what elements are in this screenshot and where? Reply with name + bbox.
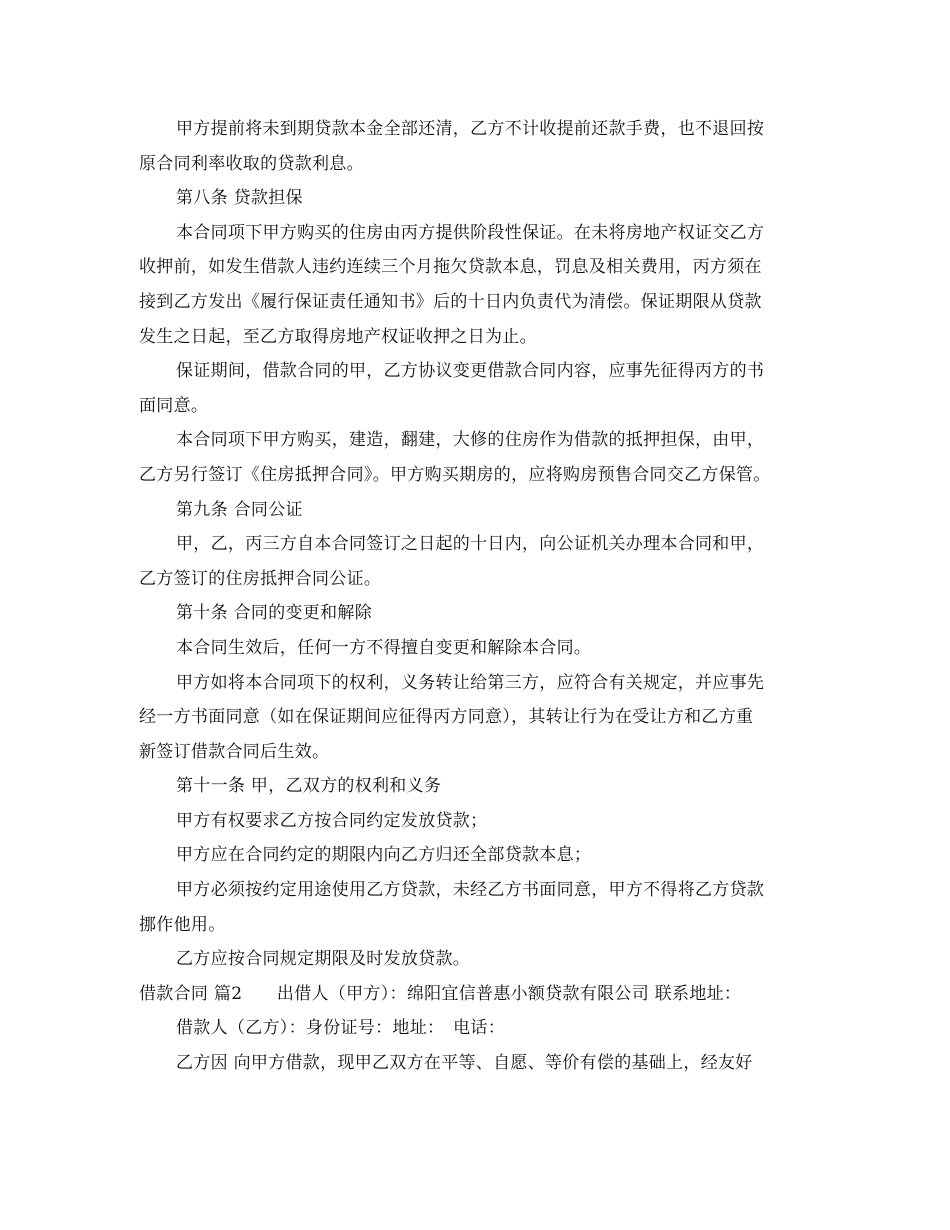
text-line: 挪作他用。 <box>139 914 226 935</box>
document-body <box>139 112 819 1081</box>
text-line: 借款合同 篇2 出借人（甲方）：绵阳宜信普惠小额贷款有限公司 联系地址： <box>139 983 742 1004</box>
text-line: 第八条 贷款担保 <box>176 188 303 209</box>
text-line: 收押前，如发生借款人违约连续三个月拖欠贷款本息，罚息及相关费用，丙方须在 <box>139 257 762 278</box>
text-line: 乙方另行签订《住房抵押合同》。甲方购买期房的，应将购房预售合同交乙方保管。 <box>139 464 771 485</box>
text-line: 本合同项下甲方购买的住房由丙方提供阶段性保证。在未将房地产权证交乙方 <box>176 222 765 243</box>
text-line: 第十条 合同的变更和解除 <box>176 603 373 624</box>
text-line: 本合同项下甲方购买，建造，翻建，大修的住房作为借款的抵押担保，由甲， <box>176 430 765 451</box>
text-line: 借款人（乙方）：身份证号：地址： 电话： <box>176 1018 505 1039</box>
text-line: 第九条 合同公证 <box>176 499 303 520</box>
text-line: 第十一条 甲，乙双方的权利和义务 <box>176 776 442 797</box>
text-line: 甲方有权要求乙方按合同约定发放贷款； <box>176 810 488 831</box>
text-line: 乙方应按合同规定期限及时发放贷款。 <box>176 949 471 970</box>
text-line: 面同意。 <box>139 395 209 416</box>
text-line: 保证期间，借款合同的甲，乙方协议变更借款合同内容，应事先征得丙方的书 <box>176 361 765 382</box>
text-line: 发生之日起，至乙方取得房地产权证收押之日为止。 <box>139 326 537 347</box>
text-line: 乙方因 向甲方借款，现甲乙双方在平等、自愿、等价有偿的基础上，经友好 <box>176 1053 753 1074</box>
text-line: 本合同生效后，任何一方不得擅自变更和解除本合同。 <box>176 637 592 658</box>
text-line: 甲方如将本合同项下的权利，义务转让给第三方，应符合有关规定，并应事先 <box>176 672 765 693</box>
text-line: 乙方签订的住房抵押合同公证。 <box>139 568 382 589</box>
text-line: 甲方提前将未到期贷款本金全部还清，乙方不计收提前还款手费，也不退回按 <box>176 119 765 139</box>
text-line: 甲方应在合同约定的期限内向乙方归还全部贷款本息； <box>176 845 592 866</box>
text-line: 接到乙方发出《履行保证责任通知书》后的十日内负责代为清偿。保证期限从贷款 <box>139 291 762 312</box>
text-line: 经一方书面同意（如在保证期间应征得丙方同意），其转让行为在受让方和乙方重 <box>139 707 754 728</box>
text-line: 甲，乙，丙三方自本合同签订之日起的十日内，向公证机关办理本合同和甲， <box>176 534 765 555</box>
text-line: 原合同利率收取的贷款利息。 <box>139 153 364 174</box>
text-line: 新签订借款合同后生效。 <box>139 741 330 762</box>
text-line: 甲方必须按约定用途使用乙方贷款，未经乙方书面同意，甲方不得将乙方贷款 <box>176 880 765 901</box>
